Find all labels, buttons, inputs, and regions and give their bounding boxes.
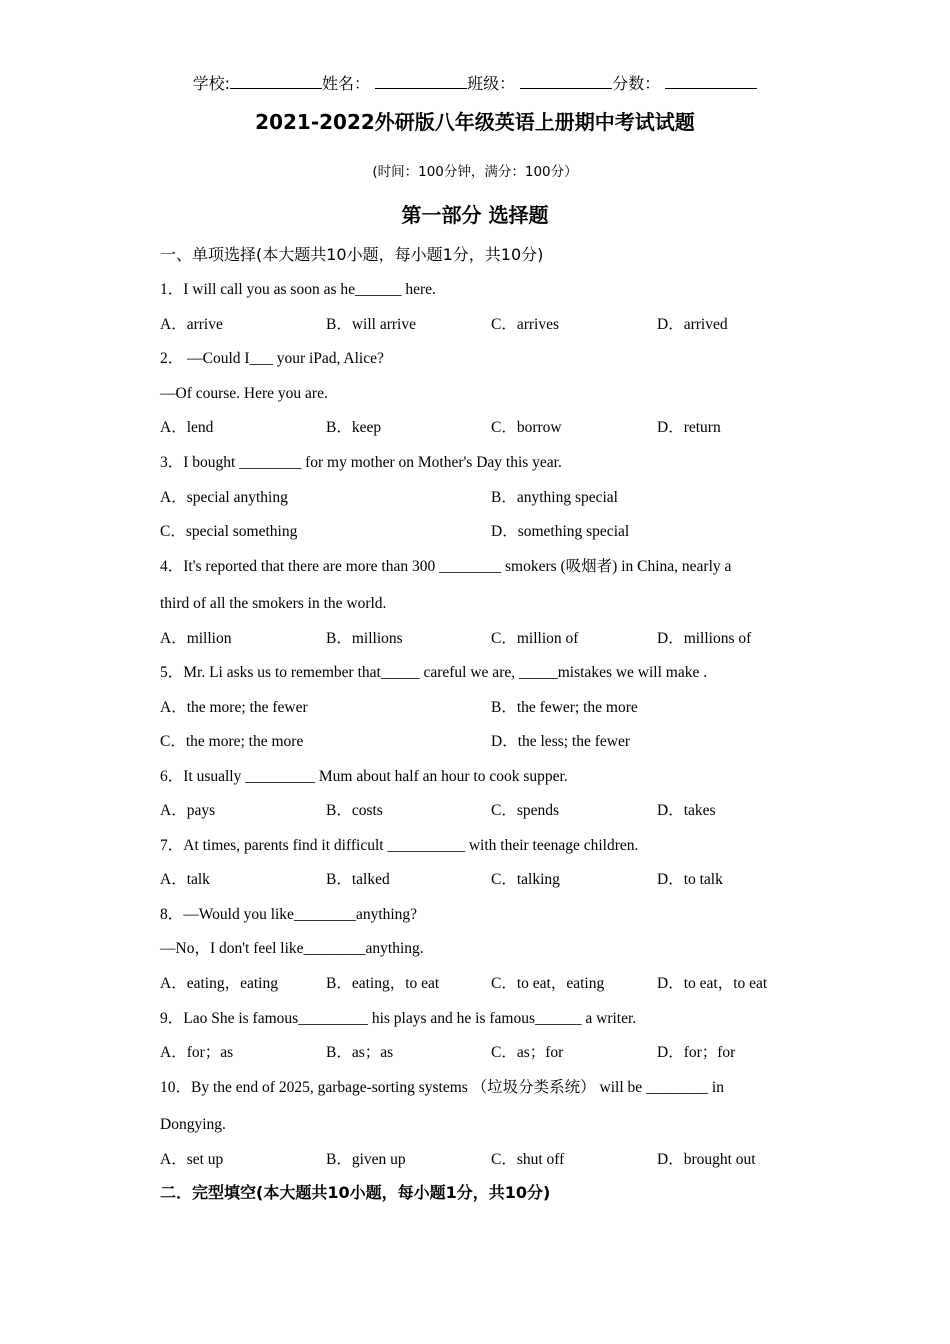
q8-option-d[interactable]: D．to eat，to eat: [657, 975, 768, 992]
q4-option-a[interactable]: A．million: [160, 630, 232, 647]
question-text: in: [708, 1079, 724, 1096]
question-text: smokers (吸烟者) in China, nearly a: [501, 558, 732, 575]
q6-option-c[interactable]: C．spends: [491, 802, 560, 819]
question-text: with their teenage children.: [464, 837, 639, 854]
question-text: a writer.: [581, 1010, 637, 1027]
q5-option-d[interactable]: D．the less; the fewer: [491, 733, 631, 750]
question-text: 7．At times, parents find it difficult: [160, 837, 388, 854]
q6-option-a[interactable]: A．pays: [160, 802, 216, 819]
q9-option-d[interactable]: D．for；for: [657, 1044, 736, 1061]
q10-option-a[interactable]: A．set up: [160, 1151, 224, 1168]
question-text: 2． —Could I: [160, 350, 250, 367]
answer-blank: ________: [646, 1079, 709, 1096]
section1-heading: 一、单项选择(本大题共10小题，每小题1分，共10分): [160, 245, 544, 264]
q5-option-c[interactable]: C．the more; the more: [160, 733, 304, 750]
q8-option-b[interactable]: B．eating，to eat: [326, 975, 440, 992]
q4-continuation: third of all the smokers in the world.: [160, 595, 387, 612]
q7-option-a[interactable]: A．talk: [160, 871, 210, 888]
question-text: 10．By the end of 2025, garbage-sorting systems （垃圾分类系统） will be: [160, 1079, 647, 1096]
q2-option-a[interactable]: A．lend: [160, 419, 214, 436]
question-10: [160, 1078, 724, 1098]
question-text: careful we are,: [419, 664, 519, 681]
q3-option-d[interactable]: D．something special: [491, 523, 630, 540]
answer-blank: ______: [535, 1010, 582, 1027]
school-label: 学校:: [192, 74, 231, 93]
q5-option-a[interactable]: A．the more; the fewer: [160, 699, 308, 716]
answer-blank: _________: [298, 1010, 368, 1027]
q1-option-d[interactable]: D．arrived: [657, 316, 728, 333]
q8-option-a[interactable]: A．eating，eating: [160, 975, 278, 992]
q3-option-b[interactable]: B．anything special: [491, 489, 618, 506]
q2-option-c[interactable]: C．borrow: [491, 419, 562, 436]
question-text: your iPad, Alice?: [272, 350, 384, 367]
name-label: 姓名：: [322, 74, 371, 93]
q1-option-c[interactable]: C．arrives: [491, 316, 560, 333]
q6-option-b[interactable]: B．costs: [326, 802, 383, 819]
q3-option-c[interactable]: C．special something: [160, 523, 298, 540]
q7-option-c[interactable]: C．talking: [491, 871, 560, 888]
q1-option-b[interactable]: B．will arrive: [326, 316, 416, 333]
answer-blank: __________: [387, 837, 465, 854]
answer-blank: ___: [249, 350, 273, 367]
q8-option-c[interactable]: C．to eat，eating: [491, 975, 605, 992]
question-1: [160, 280, 436, 300]
q1-option-a[interactable]: A．arrive: [160, 316, 223, 333]
q2-option-d[interactable]: D．return: [657, 419, 721, 436]
question-7: [160, 836, 638, 856]
section2-heading: 二．完型填空(本大题共10小题，每小题1分，共10分): [160, 1183, 551, 1202]
answer-blank: ________: [239, 454, 302, 471]
q8-reply: —No，I don't feel like________anything.: [160, 940, 424, 957]
question-text: 3．I bought: [160, 454, 240, 471]
question-9: [160, 1009, 636, 1029]
q10-option-b[interactable]: B．given up: [326, 1151, 406, 1168]
time-note: (时间：100分钟，满分：100分）: [372, 164, 578, 180]
question-4: [160, 557, 731, 577]
question-text: 8．—Would you like: [160, 906, 294, 923]
question-text: 1．I will call you as soon as he: [160, 281, 356, 298]
answer-blank: _____: [380, 664, 420, 681]
q10-option-d[interactable]: D．brought out: [657, 1151, 756, 1168]
question-3: [160, 453, 562, 473]
q4-option-b[interactable]: B．millions: [326, 630, 403, 647]
q7-option-b[interactable]: B．talked: [326, 871, 390, 888]
class-label: 班级：: [467, 74, 516, 93]
question-5: [160, 663, 707, 683]
question-text: 5．Mr. Li asks us to remember that: [160, 664, 381, 681]
answer-blank: ______: [355, 281, 402, 298]
question-text: for my mother on Mother's Day this year.: [301, 454, 562, 471]
answer-blank: _________: [245, 768, 315, 785]
q9-option-c[interactable]: C．as；for: [491, 1044, 564, 1061]
q10-option-c[interactable]: C．shut off: [491, 1151, 565, 1168]
question-6: [160, 767, 568, 787]
q4-option-c[interactable]: C．million of: [491, 630, 579, 647]
q3-option-a[interactable]: A．special anything: [160, 489, 288, 506]
question-text: mistakes we will make .: [557, 664, 708, 681]
q7-option-d[interactable]: D．to talk: [657, 871, 723, 888]
q2-option-b[interactable]: B．keep: [326, 419, 382, 436]
q9-option-b[interactable]: B．as；as: [326, 1044, 394, 1061]
question-text: anything?: [355, 906, 418, 923]
q6-option-d[interactable]: D．takes: [657, 802, 716, 819]
exam-title: 2021-2022外研版八年级英语上册期中考试试题: [255, 110, 695, 134]
answer-blank: ________: [293, 906, 356, 923]
question-text: his plays and he is famous: [367, 1010, 535, 1027]
q4-option-d[interactable]: D．millions of: [657, 630, 752, 647]
question-text: 4．It's reported that there are more than 300: [160, 558, 440, 575]
q10-continuation: Dongying.: [160, 1116, 226, 1133]
q5-option-b[interactable]: B．the fewer; the more: [491, 699, 638, 716]
answer-blank: _____: [518, 664, 558, 681]
question-8: [160, 905, 417, 925]
q2-reply: —Of course. Here you are.: [160, 385, 328, 402]
school-blank[interactable]: [230, 74, 322, 89]
name-blank[interactable]: [375, 74, 467, 89]
question-text: here.: [401, 281, 436, 298]
answer-blank: ________: [439, 558, 502, 575]
question-text: 9．Lao She is famous: [160, 1010, 299, 1027]
question-text: 6．It usually: [160, 768, 246, 785]
student-info-line: [0, 74, 950, 94]
q9-option-a[interactable]: A．for；as: [160, 1044, 234, 1061]
part-title: 第一部分 选择题: [401, 203, 549, 227]
score-label: 分数：: [612, 74, 661, 93]
score-blank[interactable]: [665, 74, 757, 89]
class-blank[interactable]: [520, 74, 612, 89]
question-2: [160, 349, 384, 369]
question-text: Mum about half an hour to cook supper.: [315, 768, 568, 785]
